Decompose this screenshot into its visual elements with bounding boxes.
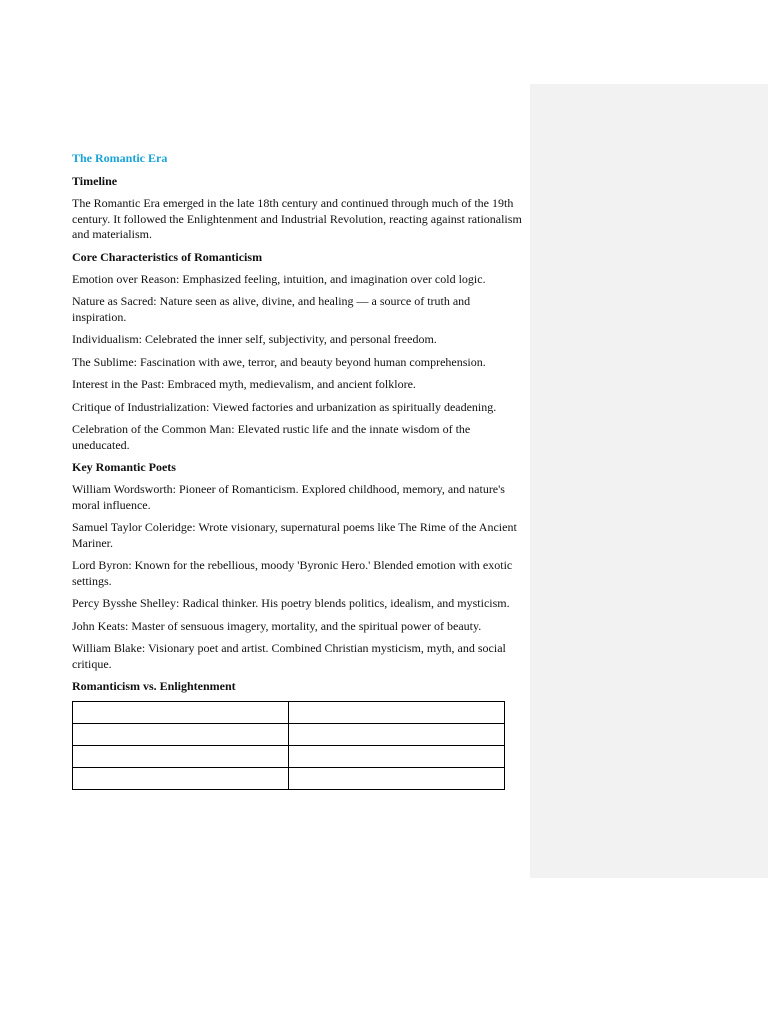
comparison-table bbox=[72, 701, 505, 790]
poet-item: Percy Bysshe Shelley: Radical thinker. His poetry blends politics, idealism, and mysticism. bbox=[72, 596, 510, 610]
comparison-heading: Romanticism vs. Enlightenment bbox=[72, 679, 236, 693]
table-cell[interactable] bbox=[289, 768, 505, 790]
poet-item: William Wordsworth: Pioneer of Romanticism. Explored childhood, memory, and nature's moral influence. bbox=[72, 482, 505, 512]
table-cell[interactable] bbox=[289, 702, 505, 724]
table-cell[interactable] bbox=[73, 768, 289, 790]
timeline-heading: Timeline bbox=[72, 174, 118, 188]
characteristic-item: Celebration of the Common Man: Elevated rustic life and the innate wisdom of the uneducated. bbox=[72, 422, 471, 452]
poets-heading: Key Romantic Poets bbox=[72, 460, 176, 474]
timeline-paragraph: The Romantic Era emerged in the late 18th century and continued through much of the 19th century. It followed the Enlightenment and Industrial Revolution, reacting against rationalism and materialism. bbox=[72, 196, 522, 241]
poets-list bbox=[72, 482, 524, 672]
table-row bbox=[73, 724, 505, 746]
characteristics-list bbox=[72, 272, 524, 454]
comment-pane bbox=[530, 84, 768, 878]
poet-item: John Keats: Master of sensuous imagery, mortality, and the spiritual power of beauty. bbox=[72, 618, 482, 633]
document-title: The Romantic Era bbox=[72, 151, 168, 165]
table-cell[interactable] bbox=[73, 724, 289, 746]
table-cell[interactable] bbox=[73, 746, 289, 768]
characteristic-item: The Sublime: Fascination with awe, terror, and beauty beyond human comprehension. bbox=[72, 354, 486, 369]
table-cell[interactable] bbox=[289, 724, 505, 746]
document-page bbox=[72, 150, 524, 790]
poet-item: Samuel Taylor Coleridge: Wrote visionary, supernatural poems like The Rime of the Ancient Mariner. bbox=[72, 520, 517, 550]
characteristic-item: Nature as Sacred: Nature seen as alive, divine, and healing — a source of truth and inspiration. bbox=[72, 294, 471, 324]
table-cell[interactable] bbox=[289, 746, 505, 768]
characteristics-heading: Core Characteristics of Romanticism bbox=[72, 249, 263, 264]
table-row bbox=[73, 768, 505, 790]
table-row bbox=[73, 702, 505, 724]
characteristic-item: Critique of Industrialization: Viewed factories and urbanization as spiritually deadening. bbox=[72, 399, 497, 414]
characteristic-item: Interest in the Past: Embraced myth, medievalism, and ancient folklore. bbox=[72, 377, 416, 391]
table-cell[interactable] bbox=[73, 702, 289, 724]
characteristic-item: Emotion over Reason: Emphasized feeling, intuition, and imagination over cold logic. bbox=[72, 271, 486, 286]
poet-item: William Blake: Visionary poet and artist. Combined Christian mysticism, myth, and social critique. bbox=[72, 641, 506, 671]
characteristic-item: Individualism: Celebrated the inner self, subjectivity, and personal freedom. bbox=[72, 332, 437, 346]
poet-item: Lord Byron: Known for the rebellious, moody 'Byronic Hero.' Blended emotion with exotic settings. bbox=[72, 558, 513, 588]
table-row bbox=[73, 746, 505, 768]
